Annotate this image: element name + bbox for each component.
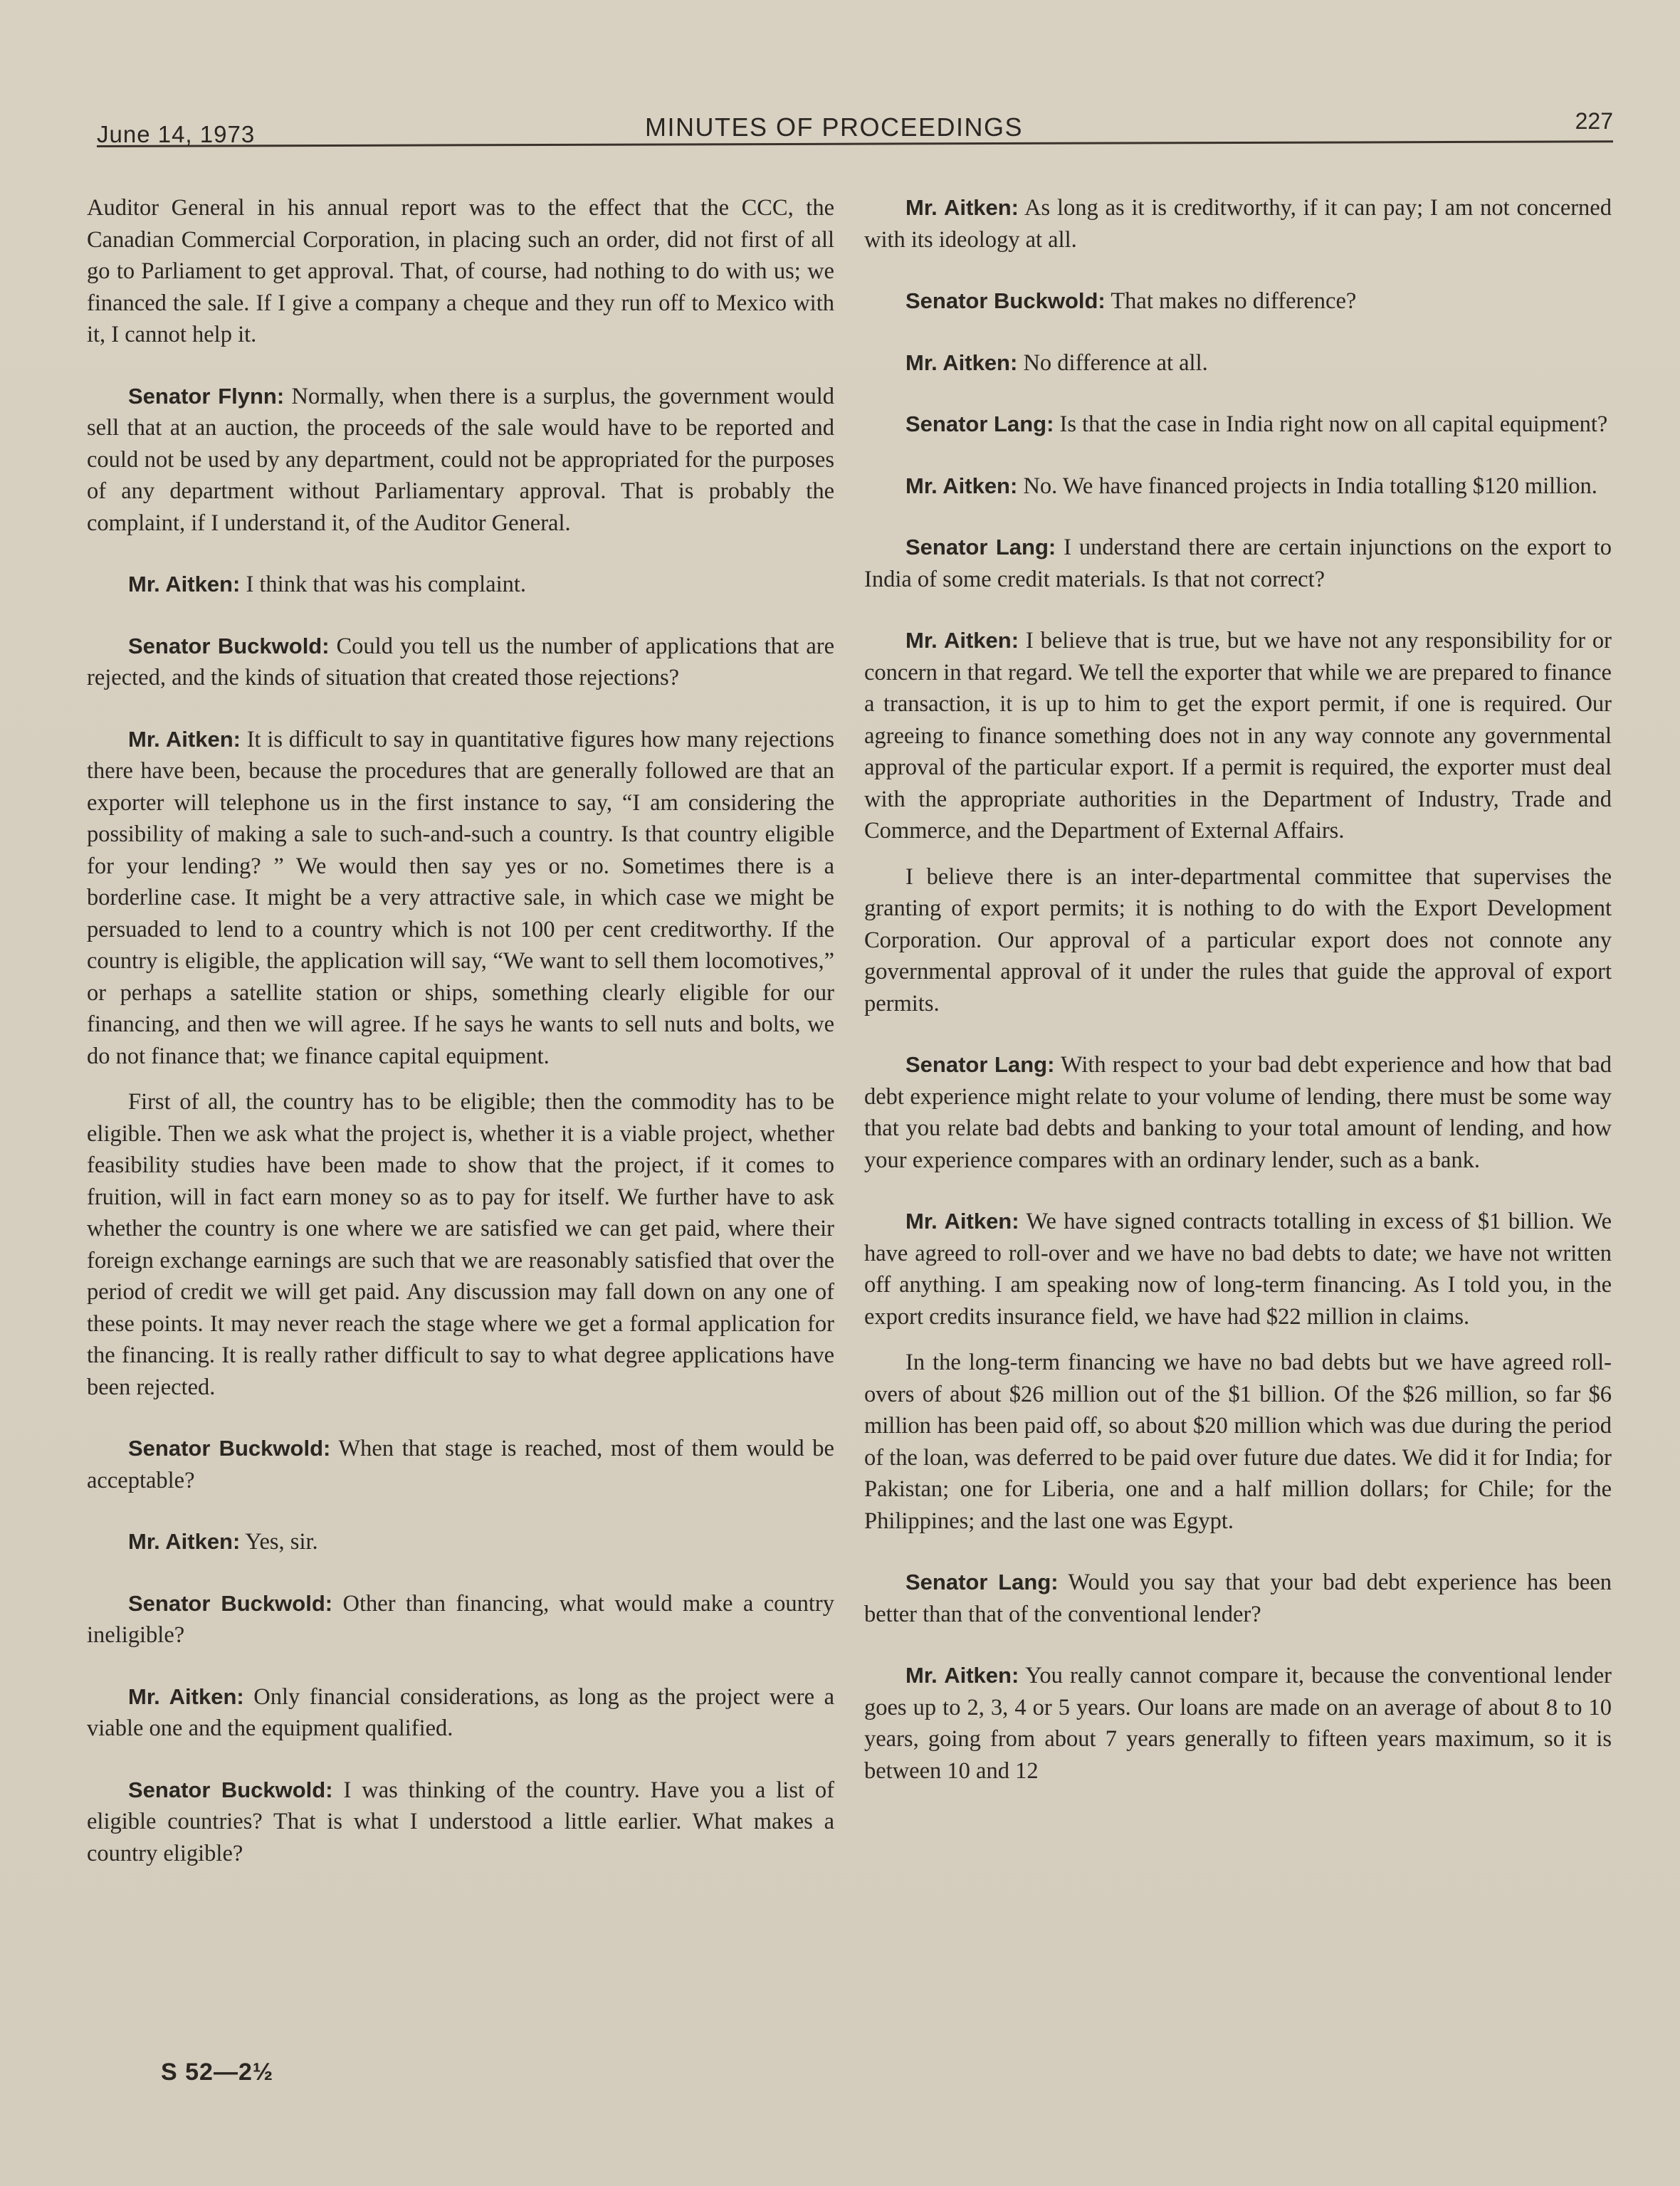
paragraph-text: Is that the case in India right now on all capital equipment? (1059, 411, 1608, 437)
paragraph-text: No. We have financed projects in India totalling $120 million. (1023, 473, 1597, 499)
paragraph-text: I believe there is an inter-departmental committee that supervises the granting of export permits; it is nothing to do with the Export Development Corporation. Our approval of a particular export does not connote any governmental approval of it under the rules that guide the approval of export permits. (864, 863, 1612, 1016)
paragraph-gap (864, 1176, 1612, 1206)
speech-paragraph (87, 1681, 834, 1745)
speaker-name: Mr. Aitken: (905, 1209, 1019, 1234)
speaker-name: Mr. Aitken: (905, 195, 1019, 220)
speech-paragraph (864, 409, 1612, 441)
paragraph-text: Yes, sir. (245, 1529, 318, 1555)
right-column (864, 192, 1612, 1787)
speech-paragraph (864, 625, 1612, 847)
paragraph-gap (87, 601, 834, 631)
speaker-name: Senator Flynn: (128, 383, 285, 409)
speaker-name: Senator Lang: (905, 535, 1056, 559)
footer-signature: S 52—2½ (161, 2059, 274, 2086)
paragraph-text: That makes no difference? (1111, 288, 1357, 314)
speaker-name: Senator Buckwold: (128, 1777, 333, 1802)
header-date: June 14, 1973 (97, 121, 256, 147)
left-column (87, 192, 834, 1869)
speech-paragraph (864, 532, 1612, 595)
paragraph-text: With respect to your bad debt experience and how that bad debt experience might relate to your volume of lending, there must be some way that you relate bad debts and banking to your total amount of lending, and how your experience compares with an ordinary lender, such as a bank. (864, 1052, 1612, 1173)
paragraph-gap (87, 1496, 834, 1526)
text-paragraph (87, 192, 834, 351)
speech-paragraph (864, 1660, 1612, 1787)
speaker-name: Mr. Aitken: (128, 726, 241, 752)
speaker-name: Senator Buckwold: (128, 1590, 333, 1616)
paragraph-text: You really cannot compare it, because the conventional lender goes up to 2, 3, 4 or 5 years. Our loans are made on an average of about 8 to 10 years, going from about 7 years generally to fifteen years maximum, so it is between 10 and 12 (864, 1663, 1612, 1784)
speech-paragraph (864, 285, 1612, 317)
speaker-name: Mr. Aitken: (905, 628, 1019, 653)
speech-paragraph (87, 1526, 834, 1558)
speaker-name: Senator Buckwold: (128, 633, 330, 658)
paragraph-gap (87, 1745, 834, 1775)
text-paragraph (864, 861, 1612, 1020)
speech-paragraph (87, 724, 834, 1073)
speech-paragraph (87, 1775, 834, 1870)
speaker-name: Mr. Aitken: (905, 1663, 1019, 1688)
paragraph-text: No difference at all. (1023, 350, 1208, 376)
paragraph-text: Could you tell us the number of applications that are rejected, and the kinds of situation that created those rejections? (87, 633, 834, 690)
speaker-name: Mr. Aitken: (905, 350, 1018, 375)
text-paragraph (87, 1086, 834, 1403)
paragraph-gap (87, 539, 834, 569)
paragraph-gap (864, 847, 1612, 861)
text-paragraph (864, 1347, 1612, 1537)
paragraph-text: In the long-term financing we have no bad debts but we have agreed roll-overs of about $26 million out of the $1 billion. Of the $26 million, so far $6 million has been paid off, so about $20 million which was due during the period of the loan, was deferred to be paid over future due dates. We did it for India; for Pakistan; one for Liberia, one and a half million dollars; for Chile; for the Philippines; and the last one was Egypt. (864, 1350, 1612, 1534)
paragraph-text: Only financial considerations, as long as the project were a viable one and the equipment qualified. (87, 1683, 834, 1741)
speech-paragraph (87, 1433, 834, 1496)
paragraph-text: Normally, when there is a surplus, the government would sell that at an auction, the proceeds of the sale would have to be reported and could not be used by any department, could not be appropriated for the purposes of any department without Parliamentary approval. That is probably the complaint, if I understand it, of the Auditor General. (87, 383, 835, 536)
speaker-name: Senator Lang: (905, 1052, 1055, 1077)
speaker-name: Senator Lang: (905, 1570, 1059, 1594)
speaker-name: Senator Lang: (905, 411, 1054, 436)
speech-paragraph (864, 1206, 1612, 1333)
speech-paragraph (864, 471, 1612, 503)
paragraph-gap (864, 379, 1612, 409)
paragraph-text: Would you say that your bad debt experience has been better than that of the conventional lender? (864, 1570, 1612, 1627)
paragraph-gap (864, 1333, 1612, 1347)
paragraph-text: I understand there are certain injunctions on the export to India of some credit materials. Is that not correct? (864, 535, 1612, 592)
paragraph-text: Other than financing, what would make a country ineligible? (87, 1590, 834, 1648)
paragraph-gap (864, 502, 1612, 532)
speech-paragraph (864, 1567, 1612, 1630)
paragraph-text: I was thinking of the country. Have you a list of eligible countries? That is what I understood a little earlier. What makes a country eligible? (87, 1777, 834, 1866)
speech-paragraph (87, 631, 834, 694)
paragraph-text: I believe that is true, but we have not any responsibility for or concern in that regard. We tell the exporter that while we are prepared to finance a transaction, it is up to him to get the export permit, if one is required. Our agreeing to finance something does not in any way connote any governmental approval of the particular export. If a permit is required, the exporter must deal with the appropriate authorities in the Department of Industry, Trade and Commerce, and the Department of External Affairs. (864, 628, 1612, 844)
speech-paragraph (864, 192, 1612, 256)
paragraph-gap (864, 1019, 1612, 1049)
paragraph-text: It is difficult to say in quantitative figures how many rejections there have been, because the procedures that are generally followed are that an exporter will telephone us in the first instance to say, “I am considering the possibility of making a sale to such-and-such a country. Is that country eligible for your lending? ” We would then say yes or no. Sometimes there is a borderline case. It might be a very attractive sale, in which case we might be persuaded to lend to a country which is not 100 per cent creditworthy. If the country is eligible, the application will say, “We want to sell them locomotives,” or perhaps a satellite station or ships, something clearly eligible for our financing, and then we will agree. If he says he wants to sell nuts and bolts, we do not finance that; we finance capital equipment. (87, 726, 834, 1069)
speaker-name: Mr. Aitken: (128, 1529, 241, 1554)
paragraph-gap (864, 256, 1612, 285)
paragraph-gap (864, 1630, 1612, 1660)
paragraph-gap (87, 694, 834, 724)
paragraph-gap (87, 1558, 834, 1588)
paragraph-gap (864, 317, 1612, 347)
speaker-name: Mr. Aitken: (128, 572, 241, 597)
speaker-name: Senator Buckwold: (128, 1436, 331, 1461)
speech-paragraph (864, 1049, 1612, 1176)
paragraph-text: I think that was his complaint. (246, 572, 527, 597)
speaker-name: Mr. Aitken: (905, 473, 1018, 498)
paragraph-gap (87, 1403, 834, 1433)
speaker-name: Senator Buckwold: (905, 288, 1106, 313)
paragraph-text: We have signed contracts totalling in excess of $1 billion. We have agreed to roll-over and we have no bad debts to date; we have not written off anything. I am speaking now of long-term financing. As I told you, in the export credits insurance field, we have had $22 million in claims. (864, 1209, 1612, 1330)
speech-paragraph (864, 347, 1612, 379)
header-title: MINUTES OF PROCEEDINGS (645, 112, 1024, 142)
paragraph-text: As long as it is creditworthy, if it can pay; I am not concerned with its ideology at all. (864, 195, 1612, 253)
paragraph-gap (864, 1537, 1612, 1567)
paragraph-text: Auditor General in his annual report was to the effect that the CCC, the Canadian Commercial Corporation, in placing such an order, did not first of all go to Parliament to get approval. That, of course, had nothing to do with us; we financed the sale. If I give a company a cheque and they run off to Mexico with it, I cannot help it. (87, 195, 834, 347)
paragraph-gap (864, 441, 1612, 471)
paragraph-text: When that stage is reached, most of them would be acceptable? (87, 1436, 834, 1493)
paragraph-gap (87, 1072, 834, 1086)
paragraph-gap (87, 351, 834, 381)
paragraph-gap (87, 1651, 834, 1681)
paragraph-text: First of all, the country has to be eligible; then the commodity has to be eligible. Then we ask what the project is, whether it is a viable project, whether feasibility studies have been made to show that the project, if it comes to fruition, will in fact earn money so as to pay for itself. We further have to ask whether the country is one where we are satisfied we can get paid, where their foreign exchange earnings are such that we are reasonably satisfied that over the period of credit we will get paid. Any discussion may fall down on any one of these points. It may never reach the stage where we get a formal application for the financing. It is really rather difficult to say to what degree applications have been rejected. (87, 1089, 834, 1400)
page-header (97, 107, 1613, 147)
speaker-name: Mr. Aitken: (128, 1683, 244, 1709)
page-number: 227 (1575, 108, 1613, 134)
speech-paragraph (87, 381, 834, 540)
speech-paragraph (87, 569, 834, 601)
paragraph-gap (864, 595, 1612, 625)
speech-paragraph (87, 1588, 834, 1651)
